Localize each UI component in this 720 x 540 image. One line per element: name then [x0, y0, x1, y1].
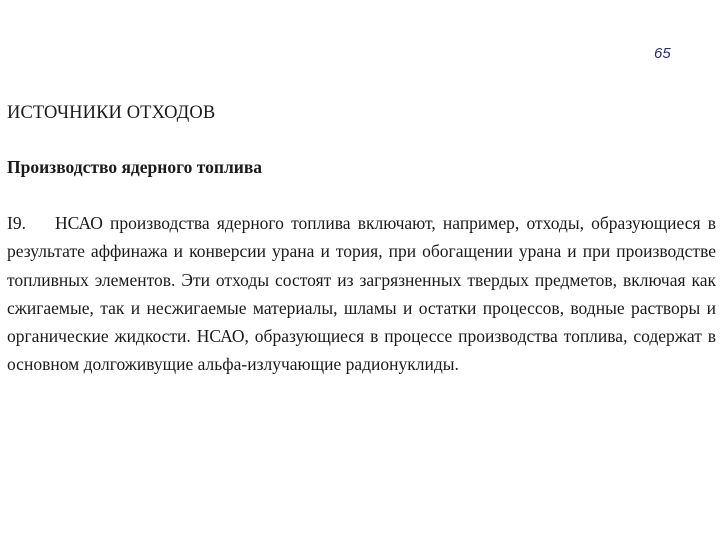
body-paragraph — [7, 209, 716, 379]
page-number: 65 — [654, 45, 671, 62]
paragraph-text: НСАО производства ядерного топлива включают, например, отходы, образующиеся в результате аффинажа и конверсии урана и тория, при обогащении урана и при производстве топливных элементов. Эти отходы состоят из загрязненных твердых предметов, включая как сжигаемые, так и несжигаемые материалы, шламы и остатки процессов, водные растворы и органические жидкости. НСАО, образующиеся в процессе производства топлива, содержат в основном долгоживущие альфа-излучающие радионуклиды. — [7, 213, 716, 375]
section-heading: ИСТОЧНИКИ ОТХОДОВ — [7, 103, 216, 123]
subsection-heading: Производство ядерного топлива — [7, 157, 263, 177]
paragraph-number: I9. — [7, 213, 26, 233]
